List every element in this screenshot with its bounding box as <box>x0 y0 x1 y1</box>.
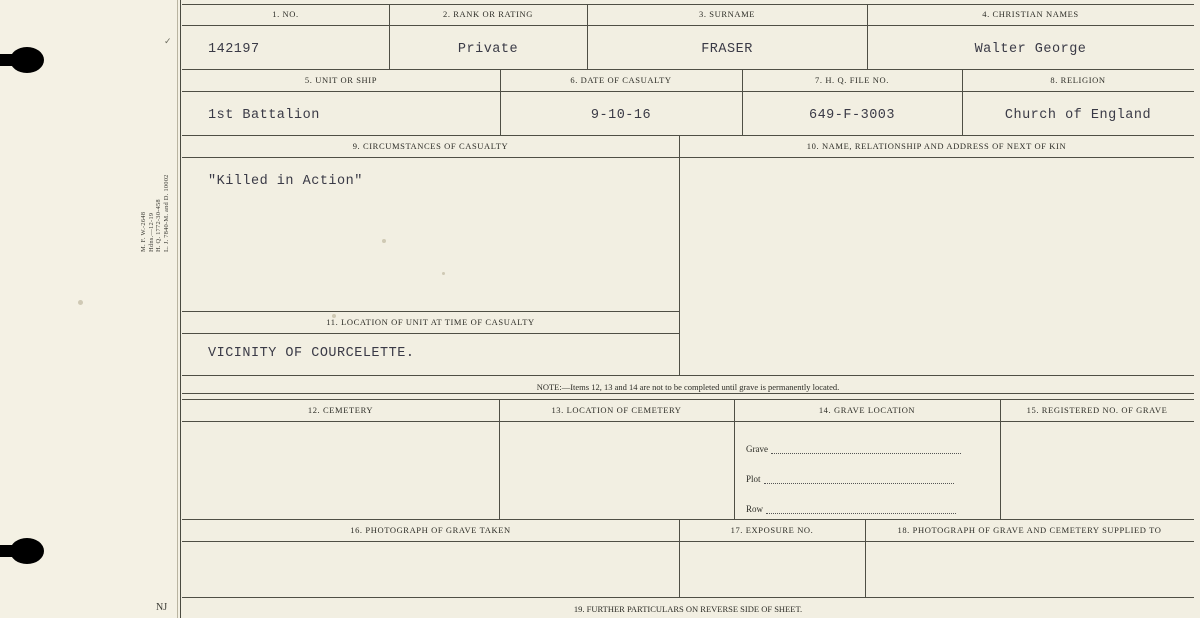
label-photograph-supplied-to: 18. PHOTOGRAPH OF GRAVE AND CEMETERY SUPPLIED TO <box>897 525 1162 535</box>
rule-h-row1-bottom <box>182 48 1194 70</box>
label-grave-location: 14. GRAVE LOCATION <box>818 405 916 415</box>
rule-h-row2-label <box>182 70 1194 92</box>
imprint-line-3: H. Q. 1772-30-458 <box>155 199 162 252</box>
label-unit: 5. UNIT OR SHIP <box>304 75 378 85</box>
casualty-form <box>182 4 1194 614</box>
rule-h-row5-label <box>182 400 1194 422</box>
imprint-line-2: Hdns.—12-19 <box>147 212 155 252</box>
label-date-of-casualty: 6. DATE OF CASUALTY <box>570 75 672 85</box>
value-rank: Private <box>457 42 519 57</box>
grave-subfield-grave <box>746 444 961 454</box>
grave-subfield-plot-rule <box>764 474 954 484</box>
imprint-line-1: M. F. W.-2648 <box>140 211 147 252</box>
binder-hole-bottom-tab <box>0 545 18 557</box>
value-no: 142197 <box>208 42 260 57</box>
form-edge-outer <box>177 0 178 618</box>
corner-mark: NJ <box>156 602 168 613</box>
grave-subfield-plot <box>746 474 954 484</box>
label-location-of-cemetery: 13. LOCATION OF CEMETERY <box>551 405 682 415</box>
label-no: 1. NO. <box>272 9 299 19</box>
value-surname: FRASER <box>701 42 753 57</box>
label-circumstances: 9. CIRCUMSTANCES OF CASUALTY <box>352 141 509 151</box>
label-surname: 3. SURNAME <box>698 9 756 19</box>
rule-h-note-bottom <box>182 372 1194 394</box>
margin-tick-mark: ✓ <box>164 36 172 46</box>
completion-note: NOTE:—Items 12, 13 and 14 are not to be completed until grave is permanently located. <box>536 382 840 392</box>
value-location-of-unit: VICINITY OF COURCELETTE. <box>208 346 415 361</box>
value-next-of-kin <box>679 174 1194 196</box>
label-photograph-of-grave-taken: 16. PHOTOGRAPH OF GRAVE TAKEN <box>350 525 511 535</box>
value-christian-names: Walter George <box>974 42 1087 57</box>
value-date-of-casualty: 9-10-16 <box>590 108 652 123</box>
label-exposure-no: 17. EXPOSURE NO. <box>730 525 814 535</box>
rule-h-row4-label <box>182 312 679 334</box>
form-edge-inner <box>180 0 181 618</box>
paper-speck-2 <box>382 239 386 243</box>
label-christian-names: 4. CHRISTIAN NAMES <box>982 9 1079 19</box>
paper-speck <box>78 300 83 305</box>
grave-subfield-grave-label: Grave <box>746 444 768 454</box>
rule-h-row2-bottom <box>182 114 1194 136</box>
binder-hole-top-tab <box>0 54 18 66</box>
value-hq-file-no: 649-F-3003 <box>808 108 895 123</box>
grave-subfield-grave-rule <box>771 444 961 454</box>
rule-h-row5-bottom <box>182 498 1194 520</box>
paper-speck-3 <box>442 272 445 275</box>
rule-v-7 <box>679 136 680 376</box>
imprint-line-4: L. J. 7840-M. and D. 10002 <box>162 174 170 252</box>
grave-subfield-plot-label: Plot <box>746 474 761 484</box>
rule-h-row6-bottom <box>182 576 1194 598</box>
rule-h-row6-label <box>182 520 1194 542</box>
label-hq-file-no: 7. H. Q. FILE NO. <box>815 75 889 85</box>
value-religion: Church of England <box>1004 108 1152 123</box>
label-location-of-unit: 11. LOCATION OF UNIT AT TIME OF CASUALTY <box>326 317 535 327</box>
printer-imprint <box>140 132 170 252</box>
rule-h-row3-label <box>182 136 1194 158</box>
label-next-of-kin: 10. NAME, RELATIONSHIP AND ADDRESS OF NEXT OF KIN <box>806 141 1067 151</box>
value-circumstances: "Killed in Action" <box>208 174 363 189</box>
value-unit: 1st Battalion <box>208 108 320 123</box>
label-registered-no-of-grave: 15. REGISTERED NO. OF GRAVE <box>1026 405 1168 415</box>
grave-subfield-row-label: Row <box>746 504 764 514</box>
footer-note: 19. FURTHER PARTICULARS ON REVERSE SIDE OF SHEET. <box>573 604 803 614</box>
label-religion: 8. RELIGION <box>1050 75 1106 85</box>
label-cemetery: 12. CEMETERY <box>307 405 374 415</box>
label-rank: 2. RANK OR RATING <box>442 9 533 19</box>
left-margin-strip <box>0 0 180 618</box>
